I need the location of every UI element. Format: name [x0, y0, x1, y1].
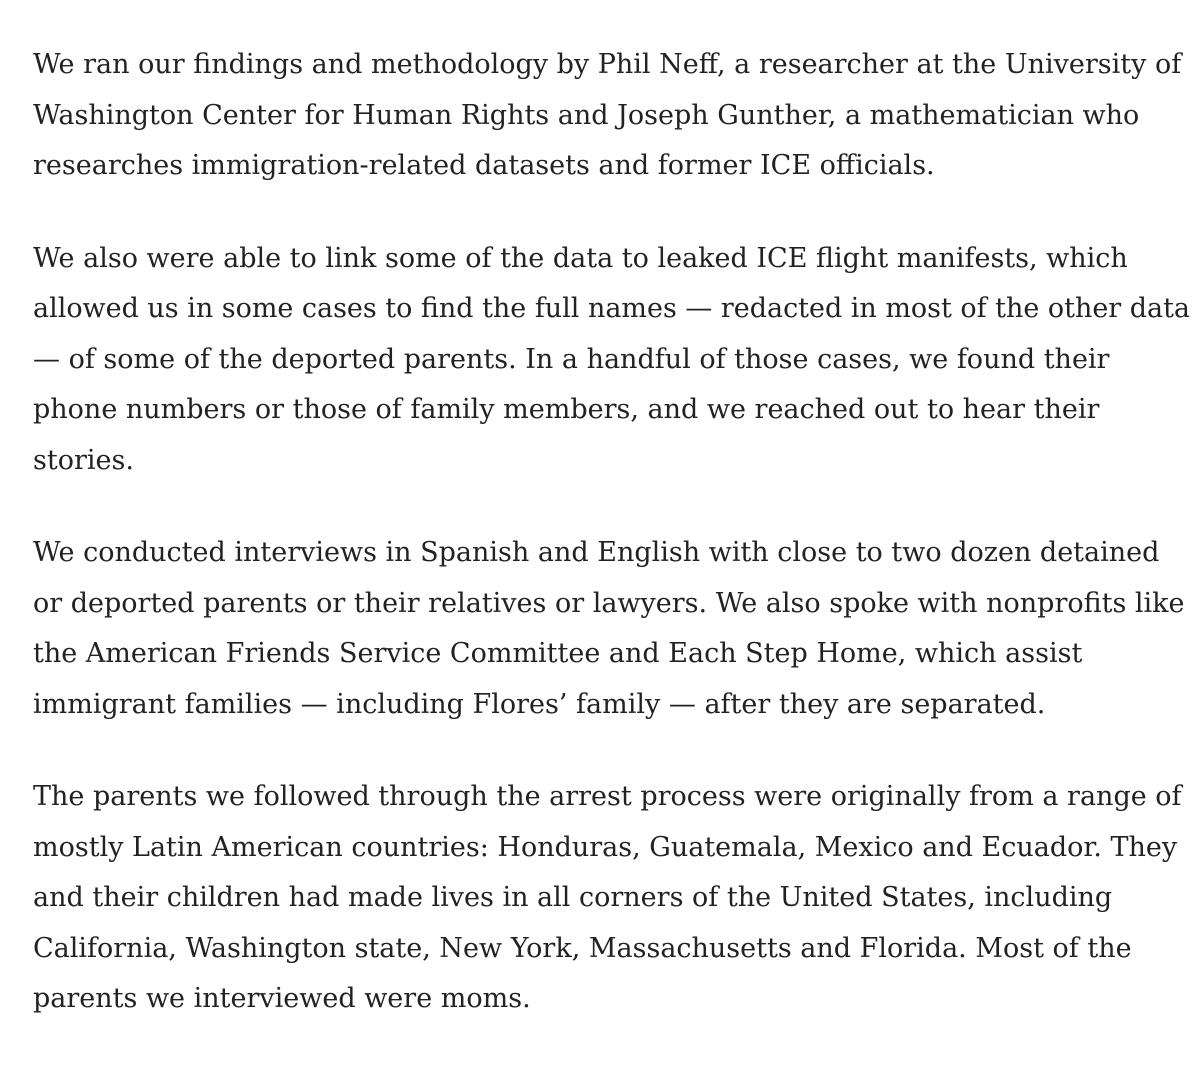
text-line: The parents we followed through the arrest process were originally from a range of	[33, 781, 1182, 812]
text-line: the American Friends Service Committee and Each Step Home, which assist	[33, 638, 1083, 669]
text-line: Washington Center for Human Rights and Joseph Gunther, a mathematician who	[33, 99, 1140, 131]
text-line: — of some of the deported parents. In a handful of those cases, we found their	[33, 343, 1110, 375]
text-line: immigrant families — including Flores’ family — after they are separated.	[33, 688, 1046, 720]
text-line: mostly Latin American countries: Honduras, Guatemala, Mexico and Ecuador. They	[33, 831, 1178, 863]
paragraph-methodology-review	[33, 40, 1183, 192]
text-line: We conducted interviews in Spanish and English with close to two dozen detained	[33, 537, 1160, 568]
paragraph-interviews	[33, 528, 1183, 730]
paragraph-flight-manifests	[33, 234, 1191, 487]
text-line: parents we interviewed were moms.	[33, 983, 531, 1014]
text-line: We also were able to link some of the data to leaked ICE flight manifests, which	[33, 242, 1128, 274]
text-line: stories.	[33, 444, 134, 476]
article-body	[33, 40, 1191, 1067]
text-line: researches immigration-related datasets and former ICE officials.	[33, 150, 935, 181]
text-line: California, Washington state, New York, Massachusetts and Florida. Most of the	[33, 932, 1132, 964]
text-line: or deported parents or their relatives or lawyers. We also spoke with nonprofits like	[33, 587, 1185, 619]
text-line: We ran our findings and methodology by Phil Neff, a researcher at the University of	[33, 49, 1182, 80]
text-line: and their children had made lives in all corners of the United States, including	[33, 882, 1113, 913]
text-line: phone numbers or those of family members, and we reached out to hear their	[33, 394, 1100, 425]
text-line: allowed us in some cases to find the full names — redacted in most of the other data	[33, 293, 1191, 324]
paragraph-parents-origins	[33, 772, 1183, 1025]
